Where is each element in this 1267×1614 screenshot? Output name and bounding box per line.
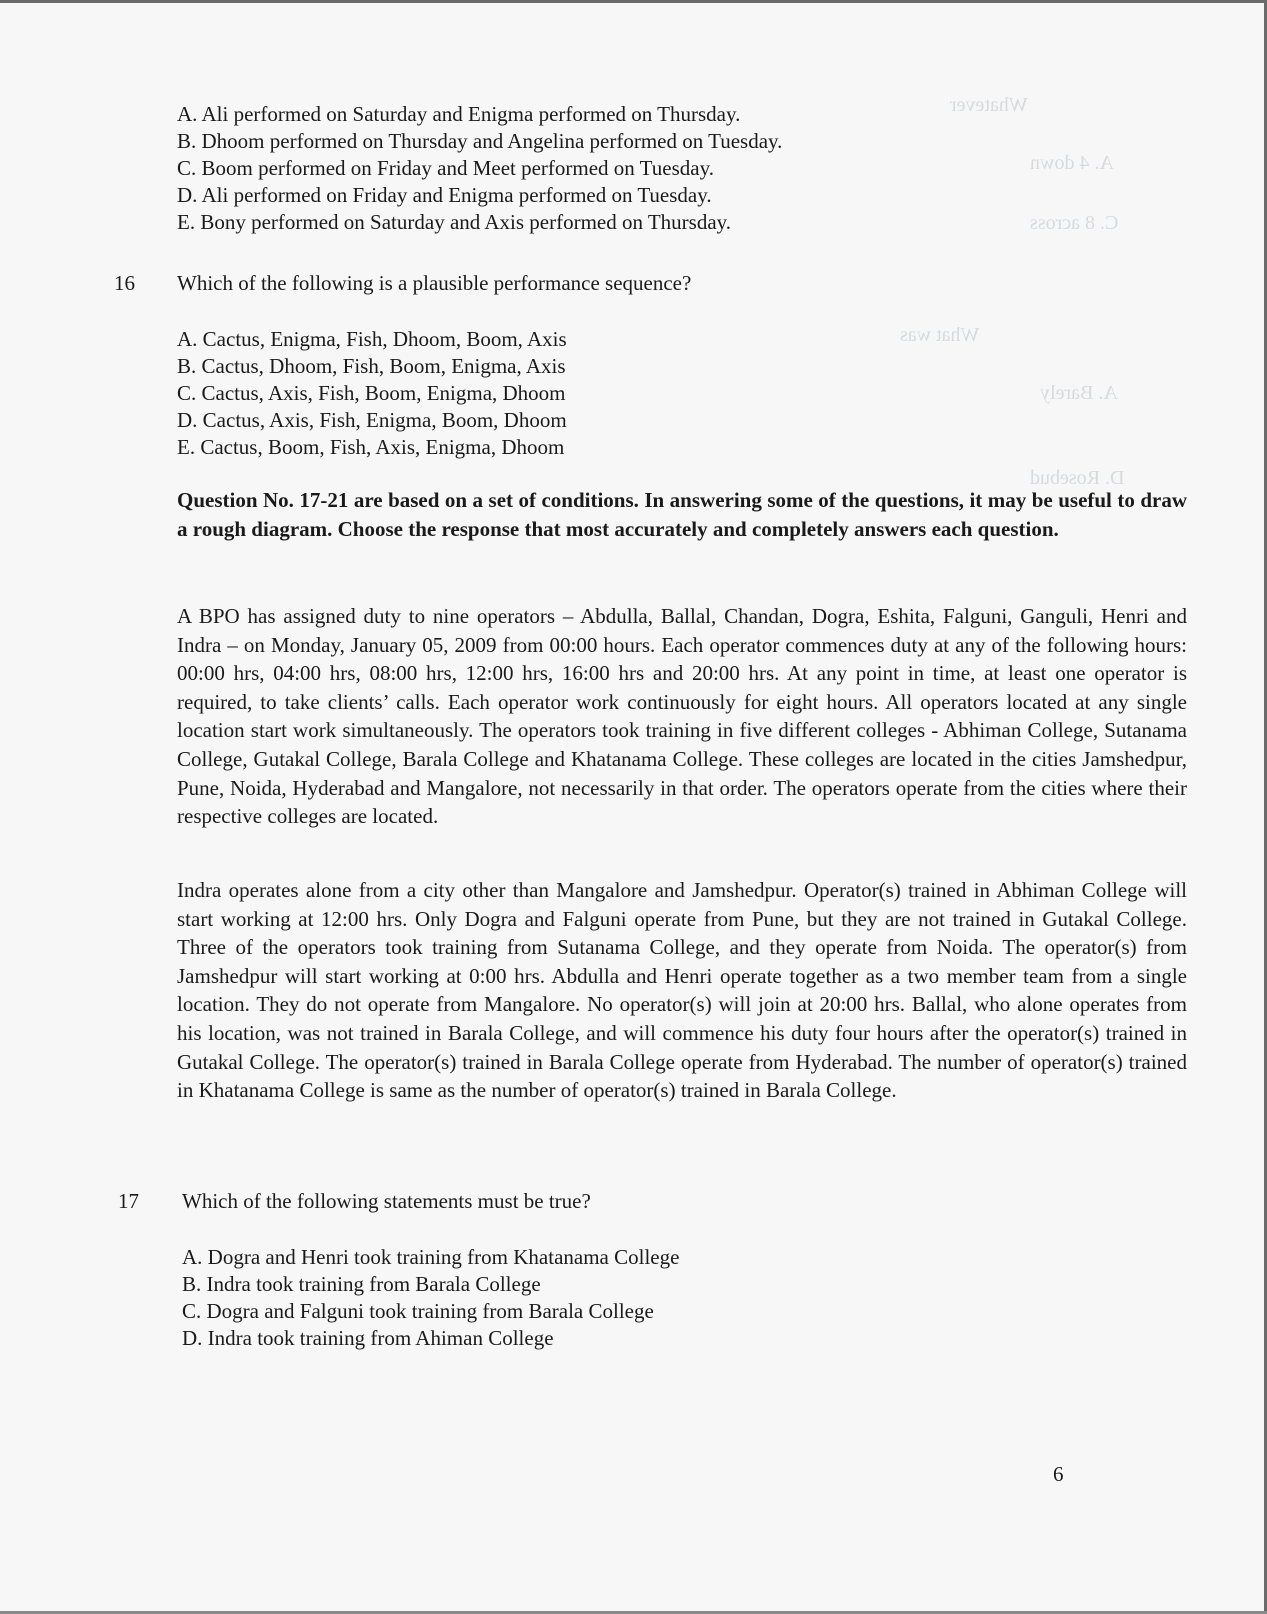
question-17-text: Which of the following statements must be true?: [182, 1189, 591, 1213]
option-c: C. Cactus, Axis, Fish, Boom, Enigma, Dhoom: [177, 381, 566, 405]
bleed-through-text: A. Barely: [1040, 382, 1118, 404]
question-16-number: 16: [114, 271, 135, 295]
bleed-through-text: What was: [900, 324, 980, 346]
option-d: D. Cactus, Axis, Fish, Enigma, Boom, Dhoom: [177, 408, 567, 432]
bleed-through-text: Whatever: [950, 94, 1028, 116]
passage-paragraph-2: Indra operates alone from a city other than Mangalore and Jamshedpur. Operator(s) trained in Abhiman College will start working at 12:00 hrs. Only Dogra and Falguni operate from Pune, but they are not trained in Gutakal College. Three of the operators took training from Sutanama College, and they operate from Noida. The operator(s) from Jamshedpur will start working at 0:00 hrs. Abdulla and Henri operate together as a two member team from a single location. They do not operate from Mangalore. No operator(s) will join at 20:00 hrs. Ballal, who alone operates from his location, was not trained in Barala College, and will commence his duty four hours after the operator(s) trained in Gutakal College. The operator(s) trained in Barala College operate from Hyderabad. The number of operator(s) trained in Khatanama College is same as the number of operator(s) trained in Barala College.: [177, 878, 1187, 1103]
option-d: D. Ali performed on Friday and Enigma performed on Tuesday.: [177, 183, 712, 207]
option-a: A. Ali performed on Saturday and Enigma performed on Thursday.: [177, 102, 741, 126]
option-b: B. Dhoom performed on Thursday and Angelina performed on Tuesday.: [177, 129, 783, 153]
question-17-number: 17: [118, 1189, 139, 1213]
prev-question-options: [177, 101, 782, 236]
option-c: C. Dogra and Falguni took training from Barala College: [182, 1299, 654, 1323]
page-number: 6: [1053, 1462, 1064, 1486]
option-b: B. Indra took training from Barala College: [182, 1272, 541, 1296]
option-e: E. Cactus, Boom, Fish, Axis, Enigma, Dhoom: [177, 435, 565, 459]
question-16-options: [177, 326, 567, 461]
option-c: C. Boom performed on Friday and Meet performed on Tuesday.: [177, 156, 714, 180]
bleed-through-text: C. 8 across: [1030, 212, 1119, 234]
passage-paragraph-1: A BPO has assigned duty to nine operators – Abdulla, Ballal, Chandan, Dogra, Eshita, Falguni, Ganguli, Henri and Indra – on Monday, January 05, 2009 from 00:00 hours. Each operator commences duty at any of the following hours: 00:00 hrs, 04:00 hrs, 08:00 hrs, 12:00 hrs, 16:00 hrs and 20:00 hrs. At any point in time, at least one operator is required, to take clients’ calls. Each operator work continuously for eight hours. All operators located at any single location start work simultaneously. The operators took training in five different colleges - Abhiman College, Sutanama College, Gutakal College, Barala College and Khatanama College. These colleges are located in the cities Jamshedpur, Pune, Noida, Hyderabad and Mangalore, not necessarily in that order. The operators operate from the cities where their respective colleges are located.: [177, 604, 1187, 829]
option-a: A. Dogra and Henri took training from Khatanama College: [182, 1245, 680, 1269]
option-d: D. Indra took training from Ahiman College: [182, 1326, 554, 1350]
question-16-text: Which of the following is a plausible performance sequence?: [177, 271, 692, 295]
option-b: B. Cactus, Dhoom, Fish, Boom, Enigma, Axis: [177, 354, 566, 378]
option-e: E. Bony performed on Saturday and Axis performed on Thursday.: [177, 210, 732, 234]
section-instructions: Question No. 17-21 are based on a set of conditions. In answering some of the questions, it may be useful to draw a rough diagram. Choose the response that most accurately and completely answers each question.: [177, 488, 1187, 541]
bleed-through-text: A. 4 down: [1030, 152, 1114, 174]
question-17-options: [182, 1244, 679, 1352]
page-edge-top: [0, 0, 1267, 3]
bleed-through-text: D. Rosebud: [1030, 467, 1125, 489]
option-a: A. Cactus, Enigma, Fish, Dhoom, Boom, Axis: [177, 327, 567, 351]
